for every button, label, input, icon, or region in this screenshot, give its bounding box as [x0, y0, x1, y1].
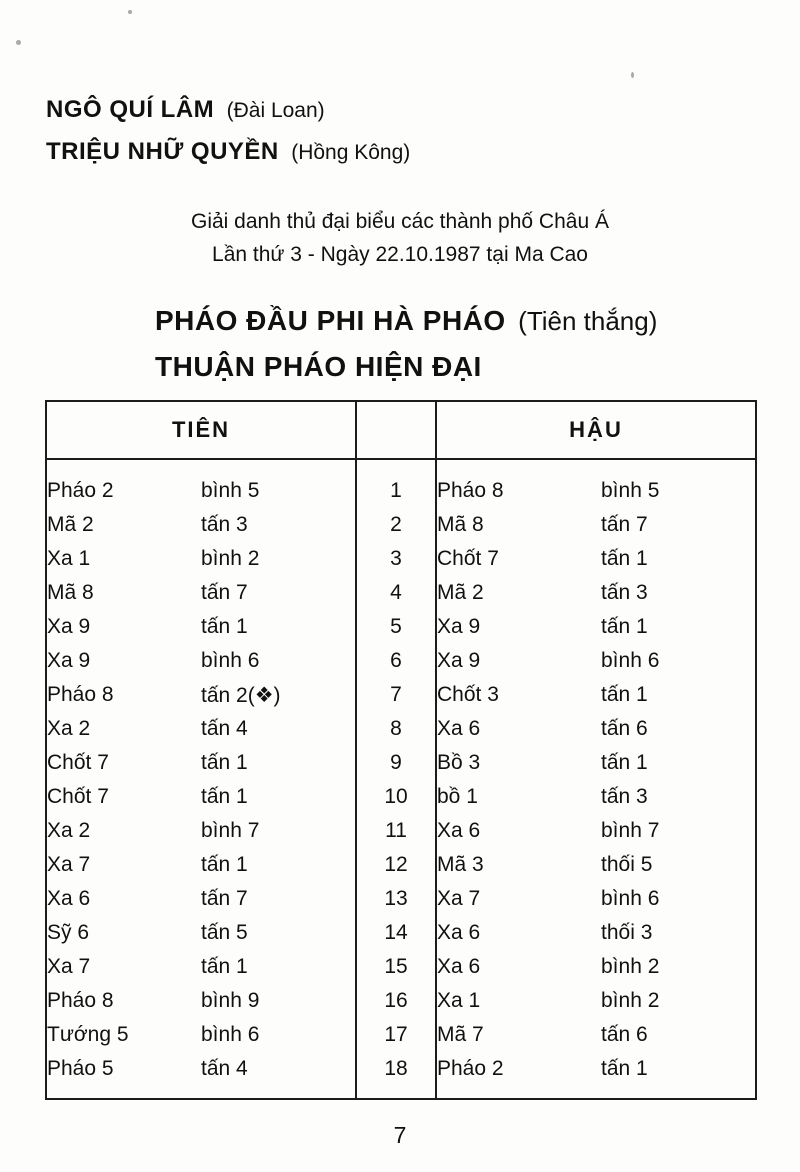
tien-piece-cell: Chốt 7 [47, 751, 109, 774]
hau-piece-cell: Xa 6 [437, 717, 481, 740]
hau-move-cell: tấn 3 [601, 581, 648, 604]
tien-piece-cell: Pháo 5 [47, 1057, 114, 1080]
author-line [46, 96, 410, 124]
tien-move-cell: tấn 7 [201, 882, 356, 916]
tien-piece-cell: Sỹ 6 [47, 921, 90, 944]
hau-piece-cell: Xa 6 [437, 955, 481, 978]
hau-move-cell: bình 2 [601, 989, 660, 1012]
title-main: PHÁO ĐẦU PHI HÀ PHÁO [155, 305, 506, 336]
tien-move-cell: tấn 3 [201, 508, 356, 542]
scan-speck [631, 72, 634, 78]
tien-piece-cell: Xa 6 [47, 887, 91, 910]
moves-table [45, 400, 757, 1100]
table-row [46, 542, 756, 576]
tien-move-cell: tấn 1 [201, 610, 356, 644]
hau-move-cell: bình 5 [601, 479, 660, 502]
tien-move-cell: bình 9 [201, 984, 356, 1018]
hau-move-cell: tấn 6 [601, 1023, 648, 1046]
table-row [46, 610, 756, 644]
hau-move-cell: tấn 1 [601, 683, 648, 706]
event-description [0, 205, 800, 271]
move-number-cell: 10 [356, 780, 436, 814]
hau-piece-cell: Pháo 2 [437, 1057, 504, 1080]
tien-move-cell: bình 5 [201, 459, 356, 508]
tien-piece-cell: Mã 2 [47, 513, 94, 536]
move-number-cell: 5 [356, 610, 436, 644]
move-number-cell: 9 [356, 746, 436, 780]
column-header-hau: HẬU [436, 401, 756, 459]
hau-piece-cell: Xa 7 [437, 887, 481, 910]
tien-piece-cell: Pháo 2 [47, 479, 114, 502]
scan-speck [128, 10, 132, 14]
table-row [46, 882, 756, 916]
tien-move-cell: tấn 7 [201, 576, 356, 610]
column-header-tien: TIÊN [46, 401, 356, 459]
authors-block [46, 96, 410, 180]
tien-piece-cell: Xa 2 [47, 717, 91, 740]
author-origin: (Đài Loan) [226, 99, 325, 122]
move-number-cell: 17 [356, 1018, 436, 1052]
table-row [46, 508, 756, 542]
hau-piece-cell: Bồ 3 [437, 751, 481, 774]
tien-move-cell: tấn 1 [201, 950, 356, 984]
table-row [46, 576, 756, 610]
tien-piece-cell: Mã 8 [47, 581, 94, 604]
table-row [46, 950, 756, 984]
tien-piece-cell: Xa 7 [47, 853, 91, 876]
tien-move-cell: bình 2 [201, 542, 356, 576]
author-name: NGÔ QUÍ LÂM [46, 96, 215, 123]
hau-piece-cell: Pháo 8 [437, 479, 504, 502]
tien-move-cell: bình 7 [201, 814, 356, 848]
tien-piece-cell: Xa 9 [47, 649, 91, 672]
move-number-cell: 13 [356, 882, 436, 916]
author-name: TRIỆU NHỮ QUYỀN [46, 138, 279, 165]
tien-piece-cell: Xa 7 [47, 955, 91, 978]
tien-piece-cell: Tướng 5 [47, 1023, 129, 1046]
table-row [46, 1052, 756, 1099]
table-row [46, 814, 756, 848]
hau-move-cell: tấn 1 [601, 751, 648, 774]
tien-piece-cell: Xa 9 [47, 615, 91, 638]
table-row [46, 780, 756, 814]
move-number-cell: 15 [356, 950, 436, 984]
author-origin: (Hồng Kông) [291, 141, 411, 164]
table-row [46, 678, 756, 712]
page-number: 7 [393, 1122, 407, 1148]
hau-move-cell: bình 7 [601, 819, 660, 842]
hau-piece-cell: Xa 6 [437, 819, 481, 842]
tien-move-cell: bình 6 [201, 644, 356, 678]
hau-piece-cell: Mã 2 [437, 581, 484, 604]
hau-move-cell: thối 3 [601, 921, 653, 944]
table-row [46, 984, 756, 1018]
tien-piece-cell: Pháo 8 [47, 989, 114, 1012]
author-line [46, 138, 410, 166]
hau-piece-cell: bồ 1 [437, 785, 478, 808]
hau-piece-cell: Chốt 3 [437, 683, 499, 706]
move-number-cell: 1 [356, 459, 436, 508]
hau-move-cell: tấn 1 [601, 547, 648, 570]
move-number-cell: 7 [356, 678, 436, 712]
hau-move-cell: bình 2 [601, 955, 660, 978]
title-line-2 [155, 346, 657, 392]
hau-move-cell: tấn 1 [601, 615, 648, 638]
hau-piece-cell: Xa 9 [437, 649, 481, 672]
event-line-2: Lần thứ 3 - Ngày 22.10.1987 tại Ma Cao [212, 243, 588, 266]
move-number-cell: 11 [356, 814, 436, 848]
table-row [46, 916, 756, 950]
move-number-cell: 16 [356, 984, 436, 1018]
event-line-1: Giải danh thủ đại biểu các thành phố Châu Á [191, 210, 609, 233]
table-row [46, 848, 756, 882]
table-row [46, 459, 756, 508]
move-number-cell: 14 [356, 916, 436, 950]
tien-move-cell: tấn 2(❖) [201, 678, 356, 712]
tien-piece-cell: Xa 1 [47, 547, 91, 570]
title-line-1 [155, 300, 657, 346]
tien-move-cell: tấn 4 [201, 1052, 356, 1099]
tien-move-cell: bình 6 [201, 1018, 356, 1052]
hau-move-cell: tấn 3 [601, 785, 648, 808]
hau-move-cell: bình 6 [601, 649, 660, 672]
hau-piece-cell: Xa 9 [437, 615, 481, 638]
tien-move-cell: tấn 4 [201, 712, 356, 746]
move-number-cell: 8 [356, 712, 436, 746]
moves-table-wrap [45, 400, 757, 1100]
hau-piece-cell: Mã 8 [437, 513, 484, 536]
move-number-cell: 2 [356, 508, 436, 542]
hau-piece-cell: Xa 1 [437, 989, 481, 1012]
move-number-cell: 3 [356, 542, 436, 576]
hau-move-cell: bình 6 [601, 887, 660, 910]
hau-piece-cell: Chốt 7 [437, 547, 499, 570]
hau-piece-cell: Xa 6 [437, 921, 481, 944]
hau-move-cell: tấn 1 [601, 1057, 648, 1080]
tien-move-cell: tấn 1 [201, 780, 356, 814]
hau-move-cell: tấn 6 [601, 717, 648, 740]
move-number-cell: 12 [356, 848, 436, 882]
hau-piece-cell: Mã 3 [437, 853, 484, 876]
tien-piece-cell: Pháo 8 [47, 683, 114, 706]
move-number-cell: 6 [356, 644, 436, 678]
title-opening: THUẬN PHÁO HIỆN ĐẠI [155, 351, 482, 382]
tien-move-cell: tấn 1 [201, 746, 356, 780]
table-row [46, 712, 756, 746]
hau-piece-cell: Mã 7 [437, 1023, 484, 1046]
tien-move-cell: tấn 5 [201, 916, 356, 950]
move-number-cell: 18 [356, 1052, 436, 1099]
tien-move-cell: tấn 1 [201, 848, 356, 882]
move-number-cell: 4 [356, 576, 436, 610]
scan-speck [16, 40, 21, 45]
tien-piece-cell: Xa 2 [47, 819, 91, 842]
page-title [155, 300, 657, 392]
table-row [46, 644, 756, 678]
column-header-move-number [356, 401, 436, 459]
table-row [46, 1018, 756, 1052]
title-result: (Tiên thắng) [518, 306, 658, 336]
moves-body [46, 459, 756, 1099]
table-header-row [46, 401, 756, 459]
tien-piece-cell: Chốt 7 [47, 785, 109, 808]
hau-move-cell: tấn 7 [601, 513, 648, 536]
hau-move-cell: thối 5 [601, 853, 653, 876]
table-row [46, 746, 756, 780]
